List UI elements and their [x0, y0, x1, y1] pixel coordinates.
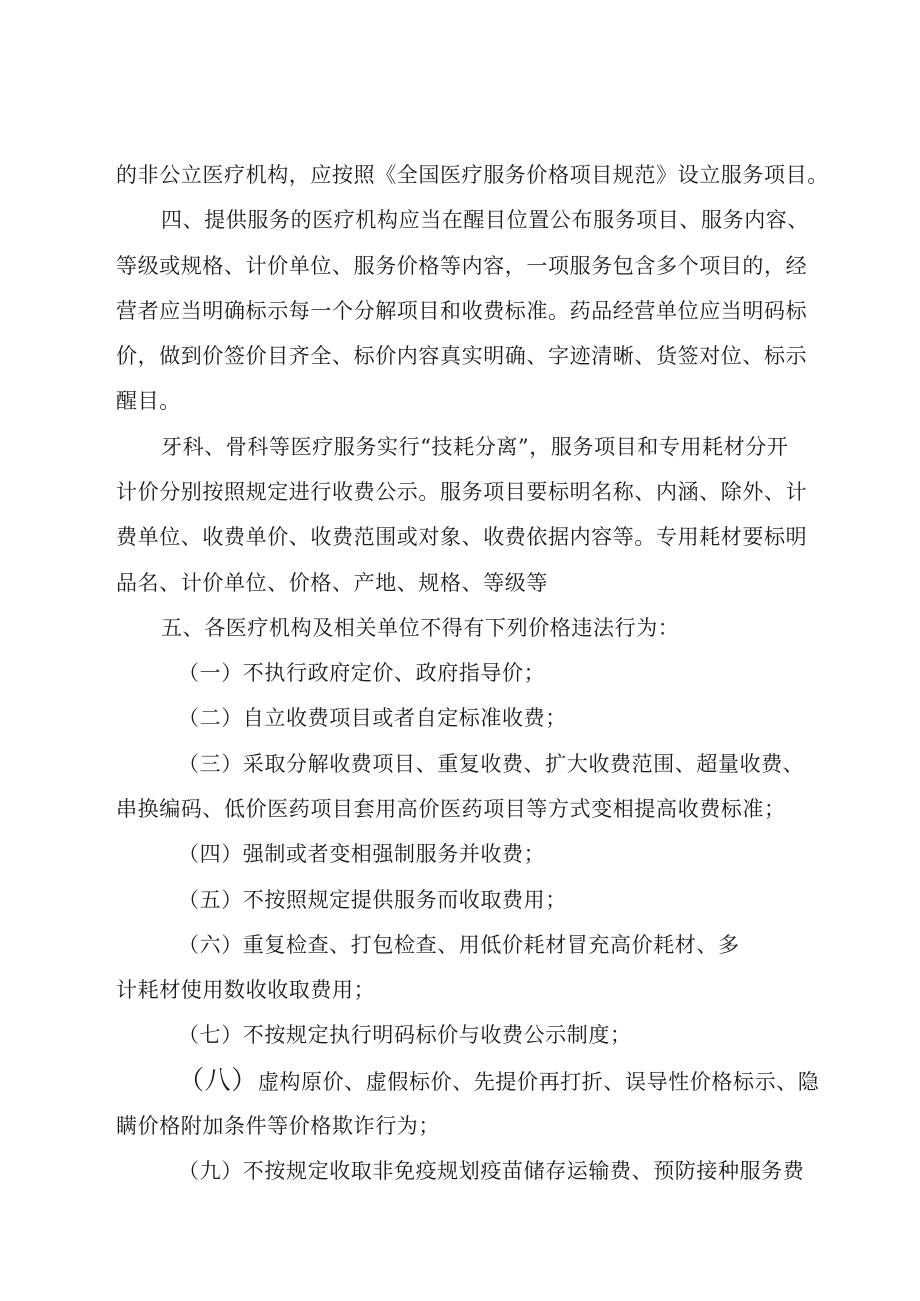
- item-eight-marker: （八）: [178, 1066, 258, 1096]
- text-line-6: 醒目。: [116, 389, 181, 413]
- text-line-7: 牙科、骨科等医疗服务实行“技耗分离”，服务项目和专用耗材分开: [161, 435, 789, 459]
- text-line-15: 串换编码、低价医药项目套用高价医药项目等方式变相提高收费标准；: [116, 797, 786, 821]
- text-line-19: 计耗材使用数收收取费用；: [116, 978, 376, 1002]
- text-line-17: （五）不按照规定提供服务而收取费用；: [178, 888, 567, 912]
- text-line-10: 品名、计价单位、价格、产地、规格、等级等: [116, 571, 548, 595]
- text-line-11: 五、各医疗机构及相关单位不得有下列价格违法行为：: [161, 616, 680, 640]
- text-line-14: （三）采取分解收费项目、重复收费、扩大收费范围、超量收费、: [178, 752, 805, 776]
- text-line-9: 费单位、收费单价、收费范围或对象、收费依据内容等。专用耗材要标明: [116, 525, 808, 549]
- text-line-23: （九）不按规定收取非免疫规划疫苗储存运输费、预防接种服务费: [178, 1159, 805, 1183]
- text-line-21: [178, 1061, 819, 1101]
- text-line-5: 价，做到价签价目齐全、标价内容真实明确、字迹清晰、货签对位、标示: [116, 344, 808, 368]
- text-line-3: 等级或规格、计价单位、服务价格等内容，一项服务包含多个项目的，经: [116, 254, 808, 278]
- text-line-16: （四）强制或者变相强制服务并收费；: [178, 842, 546, 866]
- text-line-1: 的非公立医疗机构，应按照《全国医疗服务价格项目规范》设立服务项目。: [116, 163, 829, 187]
- text-line-13: （二）自立收费项目或者自定标准收费；: [178, 706, 567, 730]
- text-line-20: （七）不按规定执行明码标价与收费公示制度；: [178, 1023, 632, 1047]
- text-line-12: （一）不执行政府定价、政府指导价；: [178, 661, 546, 685]
- text-line-8: 计价分别按照规定进行收费公示。服务项目要标明名称、内涵、除外、计: [116, 480, 808, 504]
- text-line-2: 四、提供服务的医疗机构应当在醒目位置公布服务项目、服务内容、: [161, 208, 809, 232]
- text-line-18: （六）重复检查、打包检查、用低价耗材冒充高价耗材、多: [178, 933, 740, 957]
- text-line-22: 瞒价格附加条件等价格欺诈行为；: [116, 1114, 440, 1138]
- item-eight-text: 虚构原价、虚假标价、先提价再打折、误导性价格标示、隐: [257, 1070, 820, 1094]
- text-line-4: 营者应当明确标示每一个分解项目和收费标准。药品经营单位应当明码标: [116, 299, 808, 323]
